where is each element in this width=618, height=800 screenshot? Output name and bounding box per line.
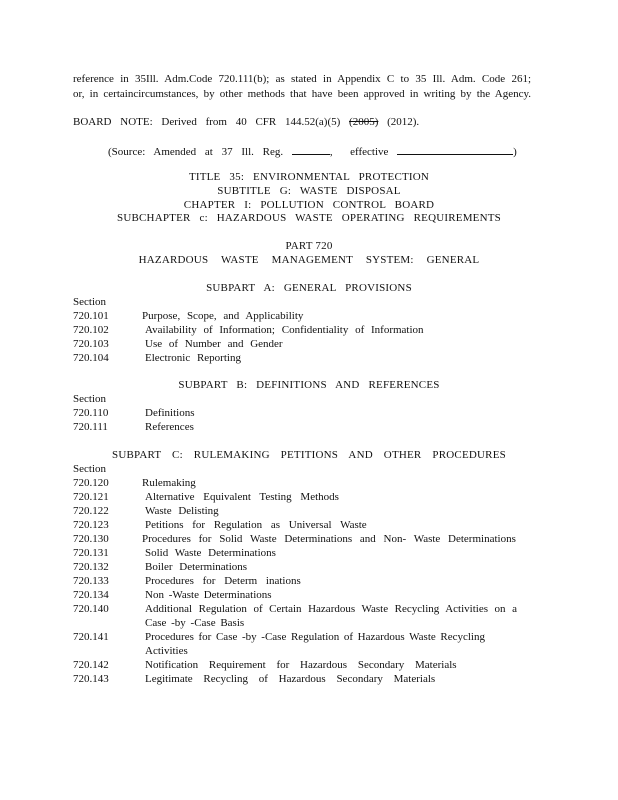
source-close: )	[513, 146, 517, 158]
section-number: 720.141	[73, 631, 109, 643]
chapter-heading: CHAPTER I: POLLUTION CONTROL BOARD	[183, 199, 435, 211]
section-number: 720.133	[73, 575, 109, 587]
intro-line-1-text: reference in 35Ill. Adm.Code 720.111(b); as stated in Appendix C to 35 Ill. Adm. Code 261;	[73, 73, 531, 85]
subtitle-heading: SUBTITLE G: WASTE DISPOSAL	[217, 185, 401, 197]
section-number: 720.120	[73, 477, 109, 489]
section-title: Boiler Determinations	[145, 561, 248, 573]
section-number: 720.140	[73, 603, 109, 615]
section-title: Notification Requirement for Hazardous Secondary Materials	[145, 659, 457, 671]
section-number: 720.111	[73, 421, 108, 433]
section-title: Waste Delisting	[145, 505, 219, 517]
section-number: 720.142	[73, 659, 109, 671]
source-text: (Source: Amended at 37 Ill. Reg.	[108, 146, 284, 158]
section-title: Use of Number and Gender	[145, 338, 283, 350]
reg-blank	[292, 144, 330, 155]
section-title: Alternative Equivalent Testing Methods	[145, 491, 339, 503]
subchapter-heading: SUBCHAPTER c: HAZARDOUS WASTE OPERATING REQUIREMENTS	[117, 212, 501, 224]
section-number: 720.131	[73, 547, 109, 559]
section-title: Non -Waste Determinations	[145, 589, 272, 601]
board-note-text: BOARD NOTE: Derived from 40 CFR 144.52(a)(5)	[73, 116, 341, 128]
source-effective: effective	[350, 146, 389, 158]
section-title: References	[145, 421, 194, 433]
source-line	[108, 144, 517, 158]
section-number: 720.123	[73, 519, 109, 531]
section-number: 720.103	[73, 338, 109, 350]
subpart-b-heading: SUBPART B: DEFINITIONS AND REFERENCES	[178, 379, 440, 391]
section-title: Legitimate Recycling of Hazardous Secondary Materials	[145, 673, 436, 685]
section-number: 720.101	[73, 310, 109, 322]
section-title-continuation: Activities	[145, 645, 188, 657]
section-title: Procedures for Determ inations	[145, 575, 301, 587]
intro-line-2	[73, 88, 531, 100]
section-title: Procedures for Case -by -Case Regulation of Hazardous Waste Recycling	[145, 631, 485, 643]
section-number: 720.121	[73, 491, 109, 503]
section-number: 720.102	[73, 324, 109, 336]
board-note-struck: (2005)	[349, 116, 379, 128]
part-heading: PART 720	[285, 240, 333, 252]
board-note	[73, 116, 419, 128]
section-number: 720.110	[73, 407, 109, 419]
section-title: Petitions for Regulation as Universal Waste	[145, 519, 367, 531]
intro-line-2-text: or, in certaincircumstances, by other methods that have been approved in writing by the Agency.	[73, 88, 531, 100]
section-title: Purpose, Scope, and Applicability	[142, 310, 304, 322]
subpart-a-heading: SUBPART A: GENERAL PROVISIONS	[206, 282, 412, 294]
section-title: Solid Waste Determinations	[145, 547, 276, 559]
section-title: Availability of Information; Confidentiality of Information	[145, 324, 424, 336]
section-label: Section	[73, 463, 106, 475]
section-number: 720.134	[73, 589, 109, 601]
intro-line-1	[73, 73, 531, 85]
section-number: 720.132	[73, 561, 109, 573]
section-number: 720.143	[73, 673, 109, 685]
section-title: Electronic Reporting	[145, 352, 241, 364]
source-comma: ,	[329, 146, 333, 158]
section-number: 720.104	[73, 352, 109, 364]
section-label: Section	[73, 393, 106, 405]
subpart-c-heading: SUBPART C: RULEMAKING PETITIONS AND OTHER PROCEDURES	[112, 449, 506, 461]
board-note-end: (2012).	[387, 116, 420, 128]
section-label: Section	[73, 296, 106, 308]
section-title: Additional Regulation of Certain Hazardous Waste Recycling Activities on a	[145, 603, 517, 615]
section-title: Rulemaking	[142, 477, 196, 489]
effective-blank	[397, 144, 513, 155]
section-number: 720.130	[73, 533, 109, 545]
section-number: 720.122	[73, 505, 109, 517]
title-heading: TITLE 35: ENVIRONMENTAL PROTECTION	[188, 171, 430, 183]
part-name-heading: HAZARDOUS WASTE MANAGEMENT SYSTEM: GENERAL	[138, 254, 480, 266]
section-title: Procedures for Solid Waste Determinations and Non- Waste Determinations	[142, 533, 516, 545]
section-title-continuation: Case -by -Case Basis	[145, 617, 245, 629]
section-title: Definitions	[145, 407, 195, 419]
